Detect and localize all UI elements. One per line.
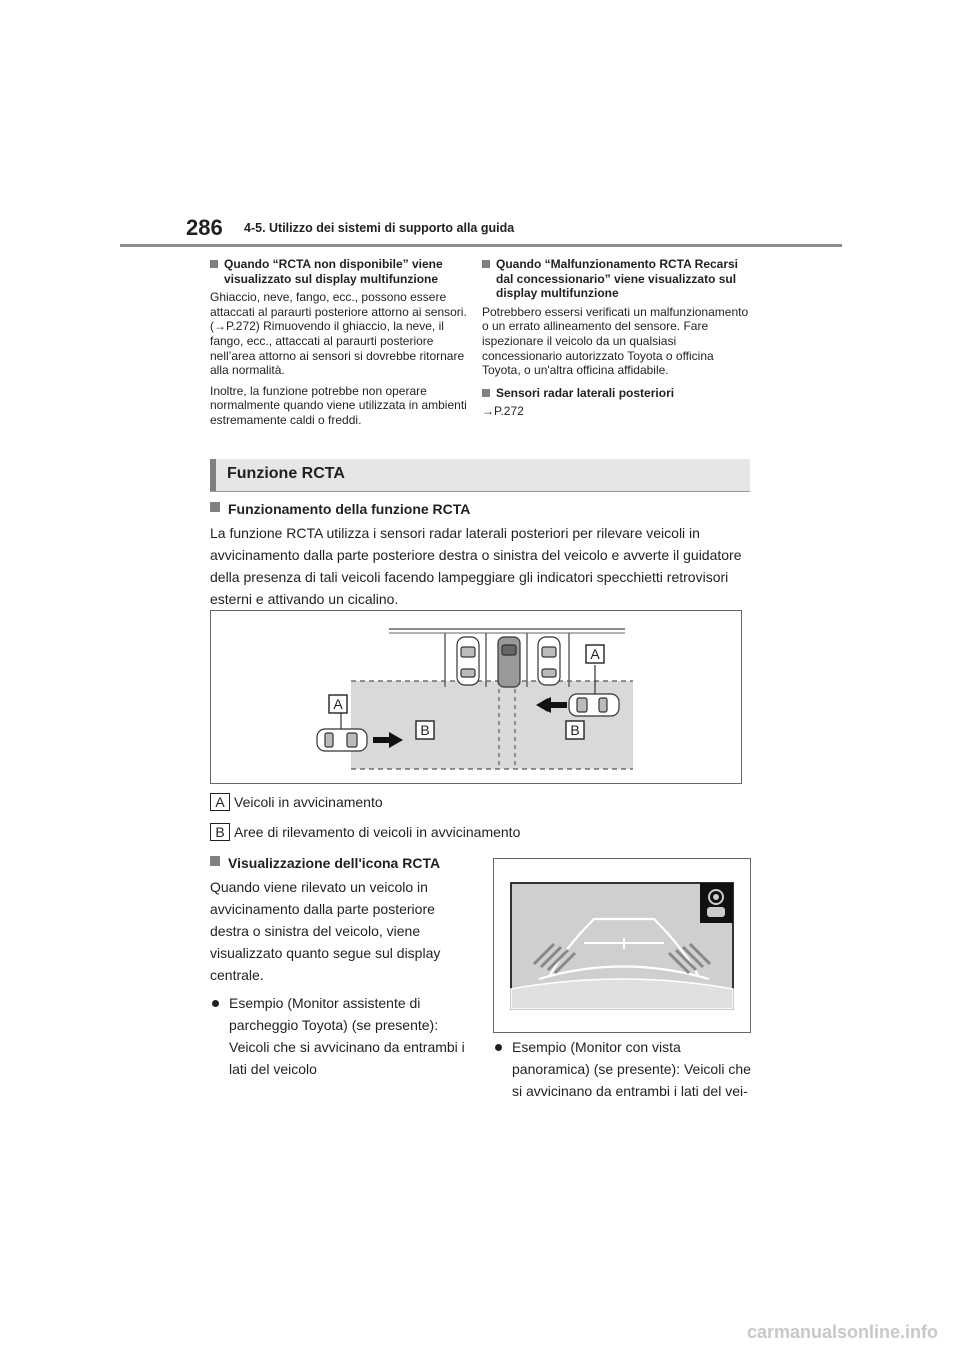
label-a-right — [586, 645, 604, 663]
square-bullet-icon — [482, 260, 490, 268]
section2-body: Quando viene rilevato un veicolo in avvicinamento dalla parte posteriore destra o sinistra del veicolo, viene visualizzato quanto segue sul display centrale. — [210, 879, 441, 983]
right-reference: →P.272 — [482, 404, 524, 419]
section-banner — [210, 459, 750, 492]
section-rcta-operation — [210, 498, 750, 610]
square-bullet-icon — [210, 260, 218, 268]
left-column — [210, 257, 468, 434]
parked-car-1 — [457, 637, 479, 685]
rear-camera-screen — [494, 859, 750, 1032]
bullet-dot-icon — [212, 1000, 219, 1007]
legend-key-a: A — [210, 793, 230, 811]
parked-car-2 — [498, 637, 520, 687]
header-rule — [120, 244, 842, 247]
section-rcta-icon — [210, 852, 468, 1080]
label-b-left — [416, 721, 434, 739]
bullet-dot-icon — [495, 1044, 502, 1051]
left-subheading: Quando “RCTA non disponibile” viene visualizzato sul display multifunzione — [210, 257, 468, 286]
right-column — [482, 257, 750, 425]
legend-text-b: Aree di rilevamento di veicoli in avvicinamento — [234, 824, 521, 840]
parked-car-3 — [538, 637, 560, 685]
left-paragraph-2: Inoltre, la funzione potrebbe non operare normalmente quando viene utilizzata in ambienti estremamente caldi o freddi. — [210, 383, 467, 427]
right-subheading-1: Quando “Malfunzionamento RCTA Recarsi dal concessionario” viene visualizzato sul display multifunzione — [482, 257, 750, 301]
legend-text-a: Veicoli in avvicinamento — [234, 794, 383, 810]
svg-text:A: A — [333, 696, 343, 712]
rcta-diagram — [210, 610, 742, 784]
right-subheading-2: Sensori radar laterali posteriori — [482, 386, 750, 401]
bullet-example-1: Esempio (Monitor assistente di parcheggio Toyota) (se presente): Veicoli che si avvicinano da entrambi i lati del veicolo — [210, 992, 468, 1080]
left-paragraph-1: Ghiaccio, neve, fango, ecc., possono essere attaccati al paraurti posteriore attorno ai sensori. (→P.272) Rimuovendo il ghiaccio, la neve, il fango, ecc., attaccati al paraurti posteriore nell’area attorno ai sensori si dovrebbe ritornare alla normalità. — [210, 290, 467, 378]
banner-accent-bar — [210, 459, 216, 491]
approaching-car-right — [569, 694, 619, 716]
page-number: 286 — [186, 215, 223, 240]
svg-text:B: B — [420, 722, 430, 738]
label-a-left — [329, 695, 347, 713]
label-b-right — [566, 721, 584, 739]
right-paragraph-1: Potrebbero essersi verificati un malfunzionamento o un errato allineamento del sensore. Fare ispezionare il veicolo da un qualsiasi concessionario autorizzato Toyota o officina Toyota, o un'altra officina affidabile. — [482, 304, 749, 378]
svg-text:A: A — [590, 646, 600, 662]
svg-text:B: B — [570, 722, 580, 738]
legend-item-a — [210, 793, 383, 811]
parking-lot-illustration — [211, 611, 741, 783]
section-header: 4-5. Utilizzo dei sistemi di supporto alla guida — [244, 221, 515, 235]
approaching-car-left — [317, 729, 367, 751]
camera-display-figure — [493, 858, 751, 1033]
bullet-example-2-wrap — [493, 1036, 751, 1102]
square-bullet-icon — [210, 502, 220, 512]
legend-item-b — [210, 823, 520, 841]
square-bullet-icon — [482, 389, 490, 397]
legend-key-b: B — [210, 823, 230, 841]
bullet-example-2: Esempio (Monitor con vista panoramica) (se presente): Veicoli che si avvicinano da entrambi i lati del vei- — [493, 1036, 751, 1102]
square-bullet-icon — [210, 856, 220, 866]
section1-heading: Funzionamento della funzione RCTA — [210, 498, 750, 520]
section2-heading: Visualizzazione dell'icona RCTA — [210, 852, 468, 874]
banner-title: Funzione RCTA — [227, 465, 345, 482]
section1-body: La funzione RCTA utilizza i sensori radar laterali posteriori per rilevare veicoli in avvicinamento dalla parte posteriore destra o sinistra del veicolo e avverte il guidatore della presenza di tali veicoli facendo lampeggiare gli indicatori specchietti retrovisori esterni e attivando un cicalino. — [210, 525, 742, 607]
watermark: carmanualsonline.info — [746, 1322, 938, 1342]
